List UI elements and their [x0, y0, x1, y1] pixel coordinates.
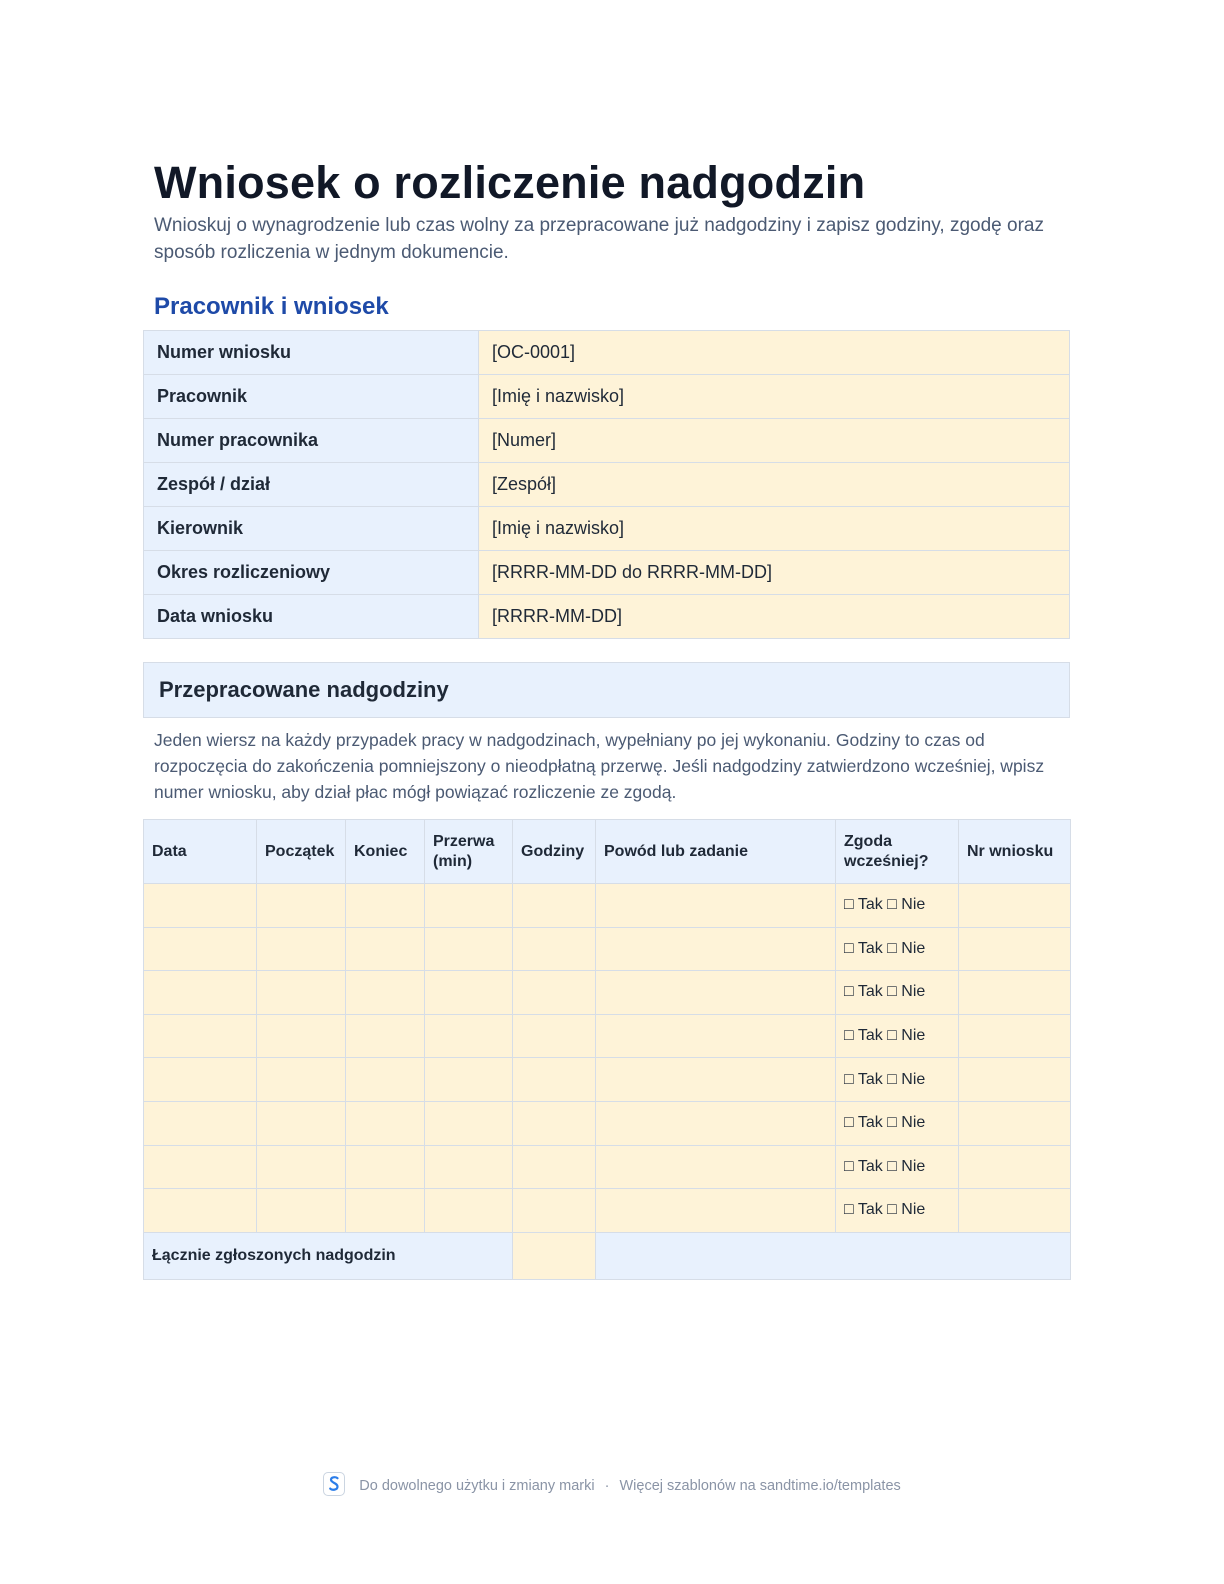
employee-name-field[interactable]: [Imię i nazwisko]: [479, 375, 1070, 419]
hours-cell[interactable]: [513, 1101, 596, 1145]
footer-separator: ·: [604, 1477, 610, 1494]
reason-cell[interactable]: [596, 1014, 836, 1058]
break-cell[interactable]: [425, 1101, 513, 1145]
date-cell[interactable]: [144, 1014, 257, 1058]
date-cell[interactable]: [144, 1101, 257, 1145]
break-cell[interactable]: [425, 884, 513, 928]
info-label: Kierownik: [144, 507, 479, 551]
info-row-period: [144, 551, 1070, 595]
date-cell[interactable]: [144, 927, 257, 971]
info-label: Numer pracownika: [144, 419, 479, 463]
footer-license-text: Do dowolnego użytku i zmiany marki: [359, 1477, 595, 1494]
hours-cell[interactable]: [513, 971, 596, 1015]
table-row: [144, 1145, 1071, 1189]
end-cell[interactable]: [346, 1058, 425, 1102]
column-header-start: Początek: [257, 820, 346, 884]
column-header-request-number: Nr wniosku: [959, 820, 1071, 884]
request-date-field[interactable]: [RRRR-MM-DD]: [479, 595, 1070, 639]
approval-cell[interactable]: □ Tak □ Nie: [836, 1145, 959, 1189]
break-cell[interactable]: [425, 1189, 513, 1233]
date-cell[interactable]: [144, 1145, 257, 1189]
start-cell[interactable]: [257, 884, 346, 928]
hours-cell[interactable]: [513, 1058, 596, 1102]
end-cell[interactable]: [346, 884, 425, 928]
date-cell[interactable]: [144, 971, 257, 1015]
info-row-team: [144, 463, 1070, 507]
period-field[interactable]: [RRRR-MM-DD do RRRR-MM-DD]: [479, 551, 1070, 595]
end-cell[interactable]: [346, 1101, 425, 1145]
request-number-field[interactable]: [OC-0001]: [479, 331, 1070, 375]
start-cell[interactable]: [257, 927, 346, 971]
request-number-cell[interactable]: [959, 884, 1071, 928]
hours-cell[interactable]: [513, 1189, 596, 1233]
info-label: Numer wniosku: [144, 331, 479, 375]
hours-cell[interactable]: [513, 1145, 596, 1189]
break-cell[interactable]: [425, 1058, 513, 1102]
total-filler: [596, 1232, 1071, 1279]
document-page: [143, 156, 1070, 1280]
column-header-date: Data: [144, 820, 257, 884]
overtime-section-title: Przepracowane nadgodziny: [143, 662, 1070, 718]
column-header-hours: Godziny: [513, 820, 596, 884]
column-header-approval: Zgoda wcześniej?: [836, 820, 959, 884]
reason-cell[interactable]: [596, 884, 836, 928]
info-label: Data wniosku: [144, 595, 479, 639]
reason-cell[interactable]: [596, 1101, 836, 1145]
start-cell[interactable]: [257, 971, 346, 1015]
approval-cell[interactable]: □ Tak □ Nie: [836, 1014, 959, 1058]
overtime-note: Jeden wiersz na każdy przypadek pracy w nadgodzinach, wypełniany po jej wykonaniu. Godziny to czas od rozpoczęcia do zakończenia pomniejszony o nieodpłatną przerwę. Jeśli nadgodziny zatwierdzono wcześniej, wpisz numer wniosku, aby dział płac mógł powiązać rozliczenie ze zgodą.: [154, 730, 1045, 802]
column-header-break: Przerwa (min): [425, 820, 513, 884]
sandtime-logo-icon: [323, 1472, 345, 1496]
break-cell[interactable]: [425, 971, 513, 1015]
start-cell[interactable]: [257, 1058, 346, 1102]
overtime-total-row: [144, 1232, 1071, 1279]
employee-section-title: Pracownik i wniosek: [154, 293, 389, 320]
info-row-employee: [144, 375, 1070, 419]
reason-cell[interactable]: [596, 1145, 836, 1189]
request-number-cell[interactable]: [959, 927, 1071, 971]
end-cell[interactable]: [346, 1189, 425, 1233]
table-row: [144, 1101, 1071, 1145]
table-row: [144, 927, 1071, 971]
approval-cell[interactable]: □ Tak □ Nie: [836, 884, 959, 928]
overtime-table: [143, 819, 1071, 1280]
info-row-request-date: [144, 595, 1070, 639]
request-number-cell[interactable]: [959, 1058, 1071, 1102]
break-cell[interactable]: [425, 1145, 513, 1189]
hours-cell[interactable]: [513, 1014, 596, 1058]
end-cell[interactable]: [346, 927, 425, 971]
info-row-request-number: [144, 331, 1070, 375]
hours-cell[interactable]: [513, 884, 596, 928]
approval-cell[interactable]: □ Tak □ Nie: [836, 1189, 959, 1233]
date-cell[interactable]: [144, 884, 257, 928]
page-subtitle: Wnioskuj o wynagrodzenie lub czas wolny za przepracowane już nadgodziny i zapisz godziny, zgodę oraz sposób rozliczenia w jednym dokumencie.: [154, 215, 1044, 263]
request-number-cell[interactable]: [959, 1014, 1071, 1058]
request-number-cell[interactable]: [959, 971, 1071, 1015]
date-cell[interactable]: [144, 1189, 257, 1233]
employee-number-field[interactable]: [Numer]: [479, 419, 1070, 463]
overtime-rows: [144, 884, 1071, 1233]
start-cell[interactable]: [257, 1014, 346, 1058]
table-row: [144, 971, 1071, 1015]
start-cell[interactable]: [257, 1189, 346, 1233]
reason-cell[interactable]: [596, 927, 836, 971]
end-cell[interactable]: [346, 971, 425, 1015]
date-cell[interactable]: [144, 1058, 257, 1102]
employee-info-table: [143, 330, 1070, 639]
total-hours-field[interactable]: [513, 1232, 596, 1279]
column-header-end: Koniec: [346, 820, 425, 884]
request-number-cell[interactable]: [959, 1145, 1071, 1189]
break-cell[interactable]: [425, 927, 513, 971]
approval-cell[interactable]: □ Tak □ Nie: [836, 1101, 959, 1145]
column-header-reason: Powód lub zadanie: [596, 820, 836, 884]
approval-cell[interactable]: □ Tak □ Nie: [836, 927, 959, 971]
manager-field[interactable]: [Imię i nazwisko]: [479, 507, 1070, 551]
table-row: [144, 1014, 1071, 1058]
info-row-employee-number: [144, 419, 1070, 463]
request-number-cell[interactable]: [959, 1101, 1071, 1145]
end-cell[interactable]: [346, 1014, 425, 1058]
page-title: Wniosek o rozliczenie nadgodzin: [154, 157, 866, 208]
approval-cell[interactable]: □ Tak □ Nie: [836, 1058, 959, 1102]
start-cell[interactable]: [257, 1145, 346, 1189]
info-label: Pracownik: [144, 375, 479, 419]
page-footer: [0, 1474, 1224, 1498]
reason-cell[interactable]: [596, 971, 836, 1015]
approval-cell[interactable]: □ Tak □ Nie: [836, 971, 959, 1015]
end-cell[interactable]: [346, 1145, 425, 1189]
info-row-manager: [144, 507, 1070, 551]
table-row: [144, 884, 1071, 928]
team-field[interactable]: [Zespół]: [479, 463, 1070, 507]
reason-cell[interactable]: [596, 1058, 836, 1102]
overtime-header-row: [144, 820, 1071, 884]
reason-cell[interactable]: [596, 1189, 836, 1233]
info-label: Zespół / dział: [144, 463, 479, 507]
total-label: Łącznie zgłoszonych nadgodzin: [144, 1232, 513, 1279]
break-cell[interactable]: [425, 1014, 513, 1058]
footer-templates-link[interactable]: Więcej szablonów na sandtime.io/templates: [619, 1477, 901, 1494]
table-row: [144, 1189, 1071, 1233]
request-number-cell[interactable]: [959, 1189, 1071, 1233]
hours-cell[interactable]: [513, 927, 596, 971]
start-cell[interactable]: [257, 1101, 346, 1145]
table-row: [144, 1058, 1071, 1102]
info-label: Okres rozliczeniowy: [144, 551, 479, 595]
